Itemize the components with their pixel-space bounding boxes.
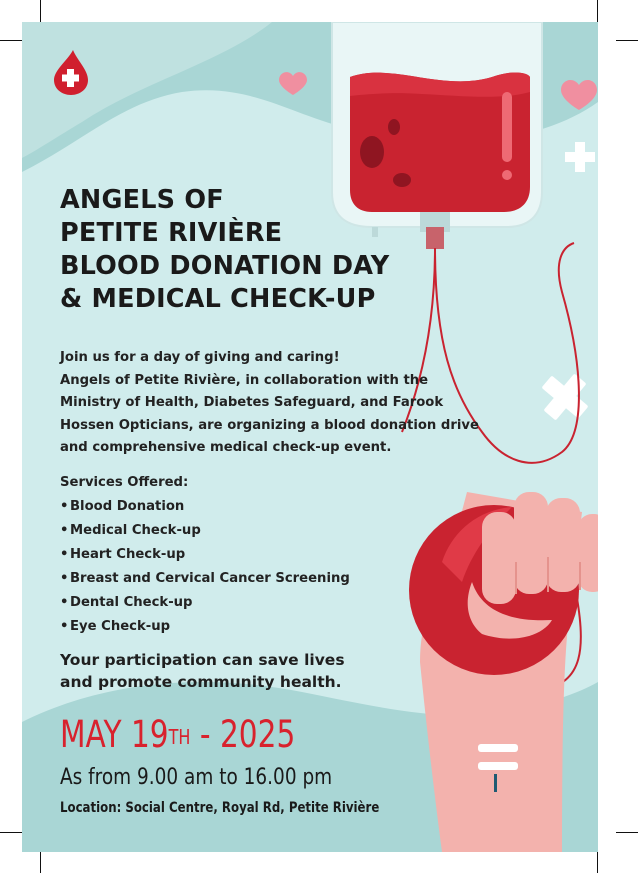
crop-mark <box>597 852 598 873</box>
list-item <box>60 615 350 639</box>
cta-line: Your participation can save lives <box>60 651 345 669</box>
service-label: Blood Donation <box>70 499 185 514</box>
title-line: BLOOD DONATION DAY <box>60 251 390 281</box>
bullet-icon: • <box>60 595 69 610</box>
intro-line: Ministry of Health, Diabetes Safeguard, and Farook <box>60 395 444 410</box>
service-label: Medical Check-up <box>70 523 201 538</box>
event-time: As from 9.00 am to 16.00 pm <box>60 765 333 790</box>
poster <box>22 22 598 852</box>
event-location: Location: Social Centre, Royal Rd, Petite Rivière <box>60 800 380 816</box>
bullet-icon: • <box>60 571 69 586</box>
title-line: ANGELS OF <box>60 185 224 215</box>
service-label: Breast and Cervical Cancer Screening <box>70 571 350 586</box>
crop-mark <box>0 832 22 833</box>
crop-mark <box>616 40 638 41</box>
service-label: Dental Check-up <box>70 595 193 610</box>
list-item <box>60 519 350 543</box>
cta-line: and promote community health. <box>60 673 342 691</box>
bullet-icon: • <box>60 499 69 514</box>
date-year: - 2025 <box>190 713 296 756</box>
services-list <box>60 495 350 639</box>
intro-line: Angels of Petite Rivière, in collaboration with the <box>60 372 429 388</box>
title-line: PETITE RIVIÈRE <box>60 218 283 248</box>
plus-icon <box>531 363 598 431</box>
bullet-icon: • <box>60 523 69 538</box>
service-label: Eye Check-up <box>70 619 171 634</box>
crop-mark <box>40 0 41 22</box>
list-item <box>60 495 350 519</box>
intro-line: Hossen Opticians, are organizing a blood donation drive <box>60 417 479 433</box>
date-suffix: TH <box>168 725 191 749</box>
intro-line: Join us for a day of giving and caring! <box>60 350 340 365</box>
call-to-action <box>60 649 345 693</box>
list-item <box>60 543 350 567</box>
plus-icon <box>565 142 595 172</box>
bullet-icon: • <box>60 619 69 634</box>
services-heading: Services Offered: <box>60 475 189 490</box>
bullet-icon: • <box>60 547 69 562</box>
crop-mark <box>0 40 22 41</box>
list-item <box>60 567 350 591</box>
list-item <box>60 591 350 615</box>
intro-paragraph <box>60 347 479 460</box>
date-main: MAY 19 <box>60 713 169 756</box>
intro-line: and comprehensive medical check-up event. <box>60 440 392 455</box>
crop-mark <box>597 0 598 22</box>
event-title <box>60 184 389 316</box>
event-date <box>60 712 295 758</box>
crop-mark <box>40 852 41 873</box>
services-section <box>60 471 350 639</box>
crop-mark <box>616 832 638 833</box>
service-label: Heart Check-up <box>70 547 186 562</box>
title-line: & MEDICAL CHECK-UP <box>60 284 376 314</box>
